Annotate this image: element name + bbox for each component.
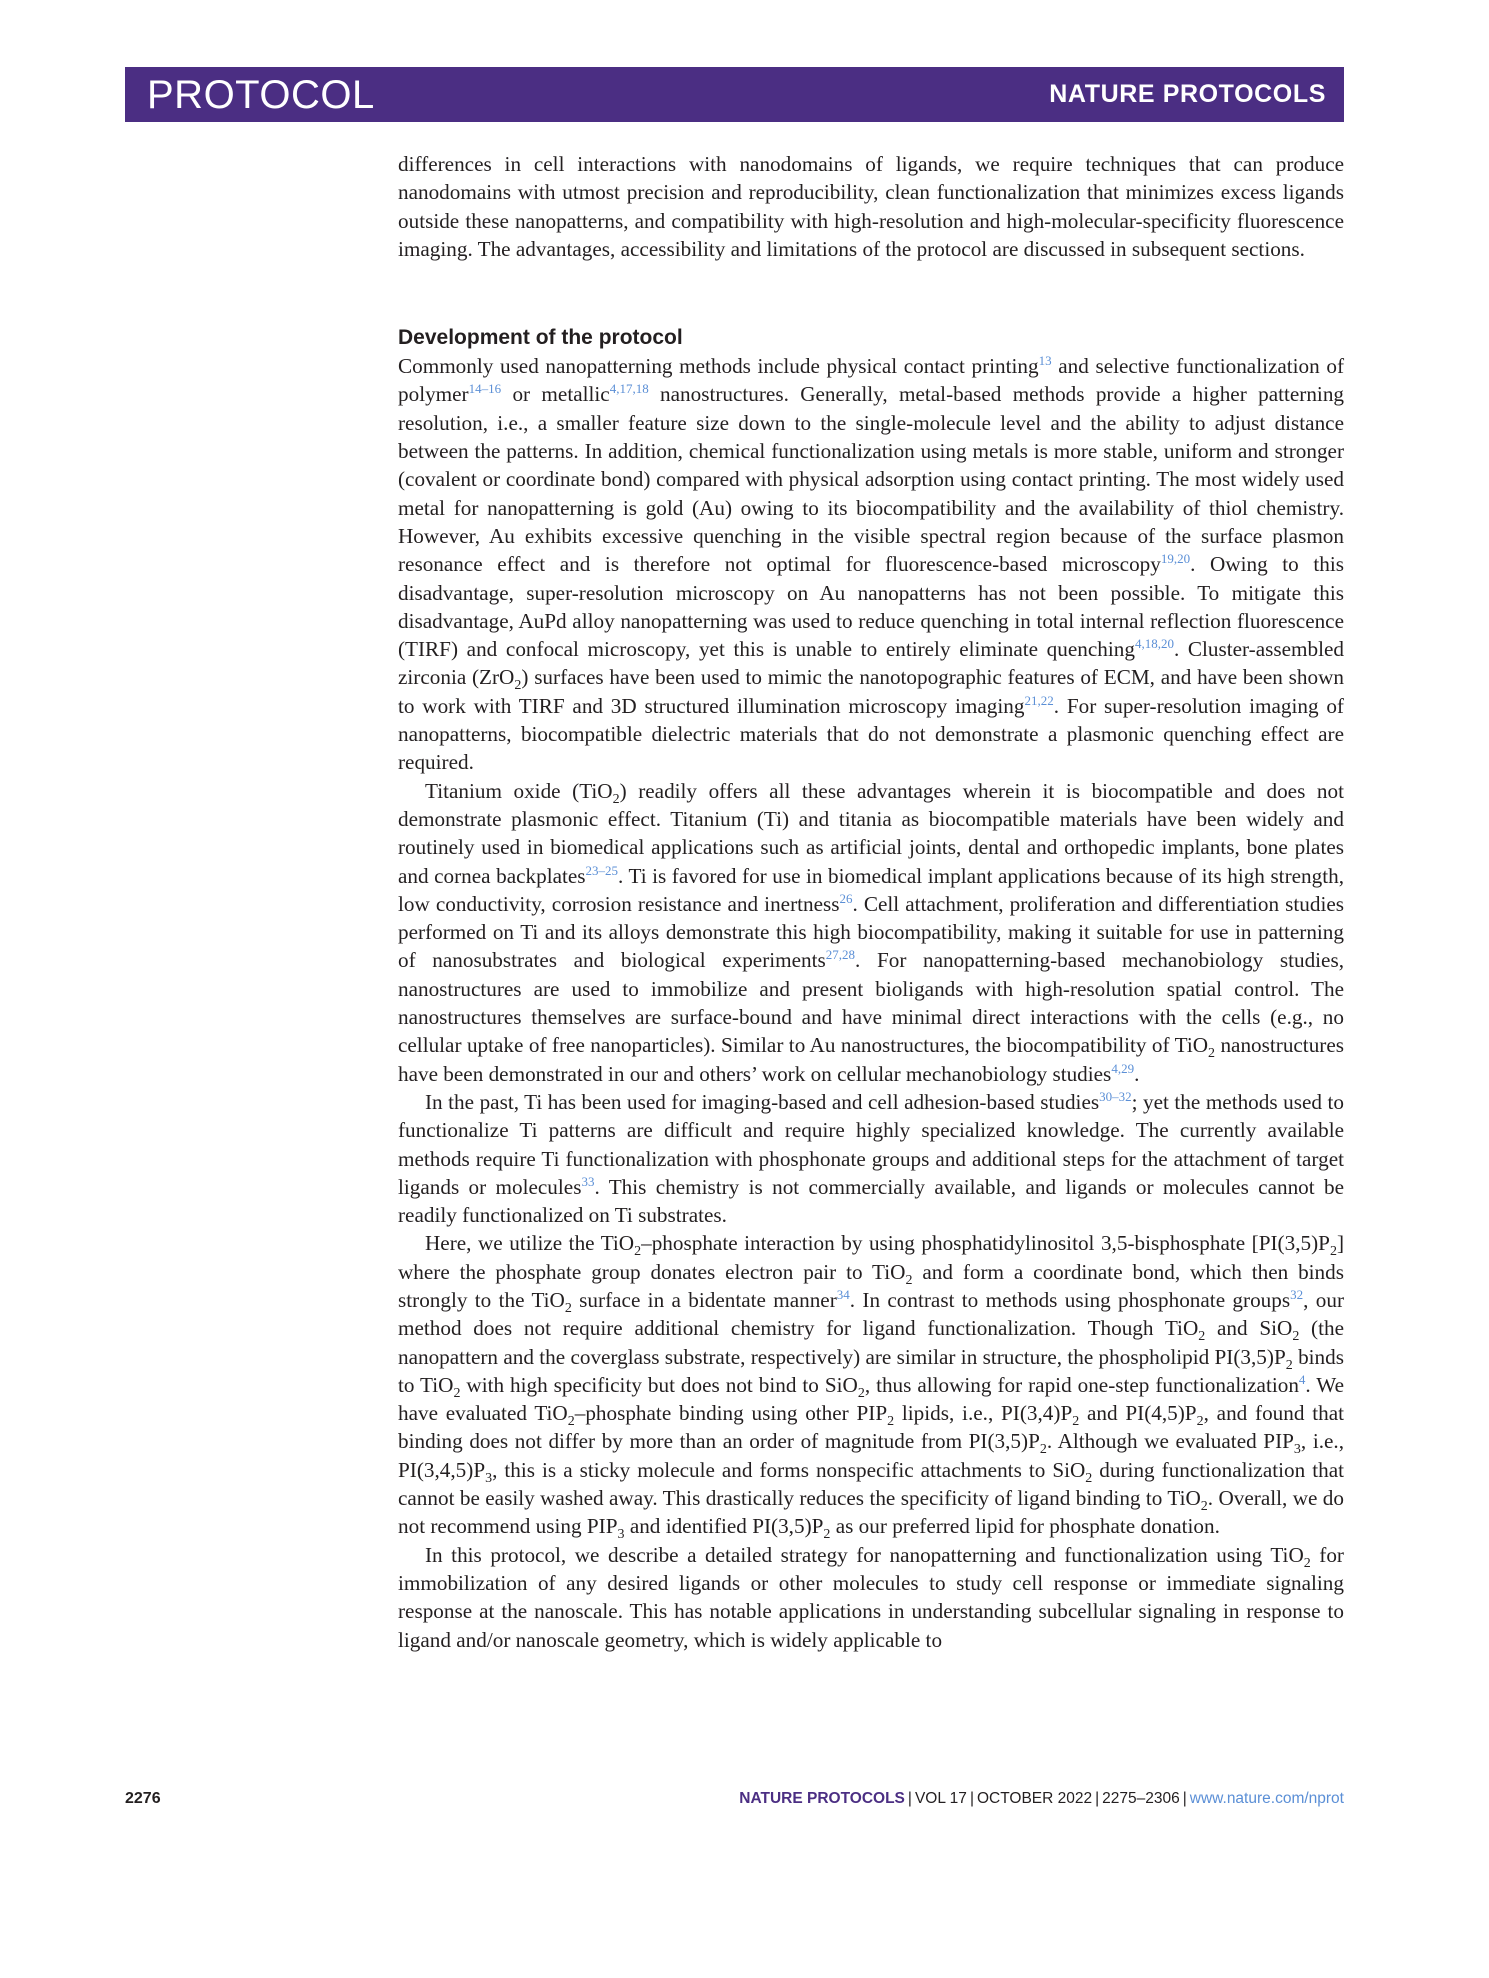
- footer-date: OCTOBER 2022: [976, 1790, 1093, 1807]
- citation[interactable]: 27,28: [825, 947, 856, 963]
- footer-separator: |: [1095, 1790, 1100, 1807]
- footer-separator: |: [907, 1790, 912, 1807]
- paragraph-1: Commonly used nanopatterning methods include physical contact printing$^{13}$ and selective functionalization of polymer$^{14-16}$ or metallic$^{4,17,18}$ nanostructures. Generally, metal-based methods provide a higher patterning resolution, i.e., a smaller feature size down to the single-molecule level and the ability to adjust distance between the patterns. In addition, chemical functionalization using metals is more stable, uniform and stronger (covalent or coordinate bond) compared with physical adsorption using contact printing. The most widely used metal for nanopatterning is gold (Au) owing to its biocompatibility and the availability of thiol chemistry. However, Au exhibits excessive quenching in the visible spectral region because of the surface plasmon resonance effect and is therefore not optimal for fluorescence-based microscopy$^{19,20}$. Owing to this disadvantage, super-resolution microscopy on Au nanopatterns has not been possible. To mitigate this disadvantage, AuPd alloy nanopatterning was used to reduce quenching in total internal reflection fluorescence (TIRF) and confocal microscopy, yet this is unable to entirely eliminate quenching$^{4,18,20}$. Cluster-assembled zirconia (ZrO$_2$) surfaces have been used to mimic the nanotopographic features of ECM, and have been shown to work with TIRF and 3D structured illumination microscopy imaging$^{21,22}$. For super-resolution imaging of nanopatterns, biocompatible dielectric materials that do not demonstrate a plasmonic quenching effect are required.: [398, 353, 1345, 775]
- citation[interactable]: 14–16: [468, 381, 502, 397]
- section-label: PROTOCOL: [147, 72, 375, 117]
- citation[interactable]: 23–25: [585, 862, 619, 878]
- section-heading: Development of the protocol: [398, 326, 683, 350]
- paragraph-2: Titanium oxide (TiO$_2$) readily offers all these advantages wherein it is biocompatible and does not demonstrate plasmonic effect. Titanium (Ti) and titania as biocompatible materials have been widely and routinely used in biomedical applications such as artificial joints, dental and orthopedic implants, bone plates and cornea backplates$^{23-25}$. Ti is favored for use in biomedical implant applications because of its high strength, low conductivity, corrosion resistance and inertness$^{26}$. Cell attachment, proliferation and differentiation studies performed on Ti and its alloys demonstrate this high biocompatibility, making it suitable for use in patterning of nanosubstrates and biological experiments$^{27,28}$. For nanopatterning-based mechanobiology studies, nanostructures are used to immobilize and present bioligands with high-resolution spatial control. The nanostructures themselves are surface-bound and have minimal direct interactions with the cells (e.g., no cellular uptake of free nanoparticles). Similar to Au nanostructures, the biocompatibility of TiO$_2$ nanostructures have been demonstrated in our and others’ work on cellular mechanobiology studies$^{4,29}$.: [398, 778, 1344, 1086]
- footer-pages: 2275–2306: [1102, 1790, 1180, 1807]
- footer-volume: VOL 17: [914, 1790, 967, 1807]
- paragraph-4: Here, we utilize the TiO$_2$–phosphate interaction by using phosphatidylinositol 3,5-bisphosphate $[PI(3,5)P_2]$ where the phosphate group donates electron pair to TiO$_2$ and form a coordinate bond, which then binds strongly to the TiO$_2$ surface in a bidentate manner$^{34}$. In contrast to methods using phosphonate groups$^{32}$, our method does not require additional chemistry for ligand functionalization. Though TiO$_2$ and SiO$_2$ (the nanopattern and the coverglass substrate, respectively) are similar in structure, the phospholipid $PI(3,5)P_2$ binds to TiO$_2$ with high specificity but does not bind to SiO$_2$, thus allowing for rapid one-step functionalization$^4$. We have evaluated TiO$_2$–phosphate binding using other $PIP_2$ lipids, i.e., $PI(3,4)P_2$ and $PI(4,5)P_2$, and found that binding does not differ by more than an order of magnitude from $PI(3,5)P_2$. Although we evaluated $PIP_3$, i.e., $PI(3,4,5)P_3$, this is a sticky molecule and forms nonspecific attachments to SiO$_2$ during functionalization that cannot be easily washed away. This drastically reduces the specificity of ligand binding to TiO$_2$. Overall, we do not recommend using $PIP_3$ and identified $PI(3,5)P_2$ as our preferred lipid for phosphate donation.: [398, 1231, 1345, 1543]
- citation[interactable]: 32: [1290, 1286, 1304, 1302]
- footer-separator: |: [1182, 1790, 1187, 1807]
- citation[interactable]: 4,29: [1111, 1060, 1135, 1076]
- paragraph-3: In the past, Ti has been used for imaging-based and cell adhesion-based studies$^{30-32}$; yet the methods used to functionalize Ti patterns are difficult and require highly specialized knowledge. The currently available methods require Ti functionalization with phosphonate groups and additional steps for the attachment of target ligands or molecules$^{33}$. This chemistry is not commercially available, and ligands or molecules cannot be readily functionalized on Ti substrates.: [398, 1088, 1344, 1228]
- footer-url-link[interactable]: www.nature.com/nprot: [1189, 1790, 1344, 1807]
- citation[interactable]: 33: [581, 1173, 595, 1189]
- citation[interactable]: 19,20: [1160, 551, 1191, 567]
- citation[interactable]: 4,17,18: [609, 381, 649, 397]
- journal-name: NATURE PROTOCOLS: [1049, 80, 1326, 108]
- page-number: 2276: [125, 1790, 161, 1807]
- citation[interactable]: 4: [1298, 1371, 1306, 1387]
- citation[interactable]: 13: [1038, 353, 1052, 369]
- running-header: [125, 67, 1344, 122]
- intro-paragraph: differences in cell interactions with nanodomains of ligands, we require techniques that can produce nanodomains with utmost precision and reproducibility, clean functionalization that minimizes excess ligands outside these nanopatterns, and compatibility with high-resolution and high-molecular-specificity fluorescence imaging. The advantages, accessibility and limitations of the protocol are discussed in subsequent sections.: [398, 152, 1344, 261]
- article-body: [398, 150, 1344, 1654]
- citation[interactable]: 26: [839, 890, 853, 906]
- citation[interactable]: 34: [836, 1286, 850, 1302]
- running-footer: [739, 1790, 1344, 1808]
- footer-separator: |: [969, 1790, 974, 1807]
- citation[interactable]: 4,18,20: [1134, 636, 1174, 652]
- citation[interactable]: 21,22: [1024, 692, 1054, 708]
- footer-journal: NATURE PROTOCOLS: [739, 1790, 905, 1807]
- paragraph-5: In this protocol, we describe a detailed strategy for nanopatterning and functionalization using TiO$_2$ for immobilization of any desired ligands or other molecules to study cell response or immediate signaling response at the nanoscale. This has notable applications in understanding subcellular signaling in response to ligand and/or nanoscale geometry, which is widely applicable to: [398, 1542, 1344, 1652]
- citation[interactable]: 30–32: [1099, 1088, 1132, 1104]
